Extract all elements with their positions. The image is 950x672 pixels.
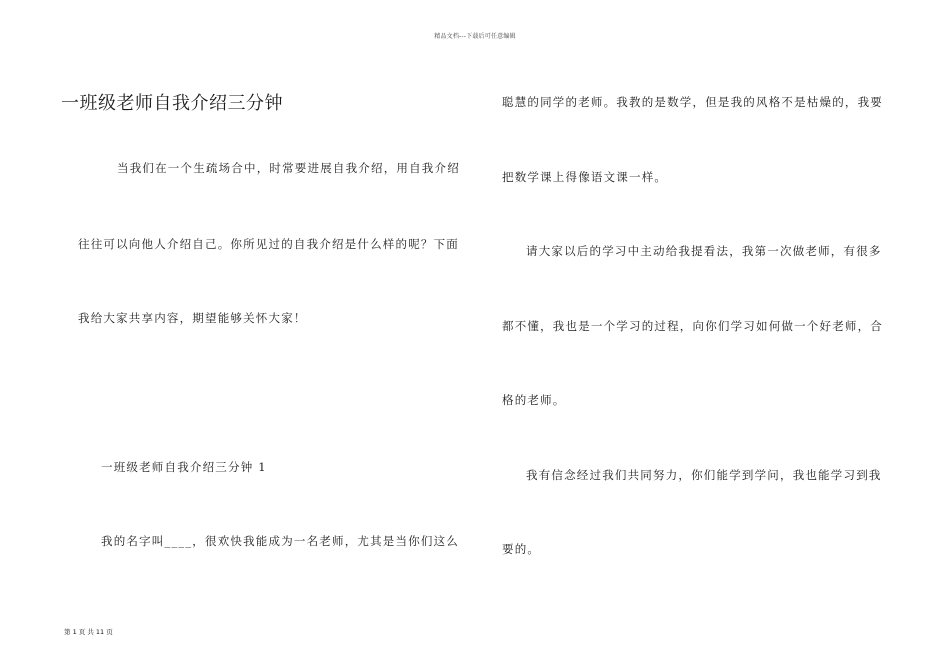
paragraph-line: 我的名字叫____，很欢快我能成为一名老师，尤其是当你们这么 — [101, 534, 459, 548]
document-title: 一班级老师自我介绍三分钟 — [61, 93, 283, 114]
paragraph-line: 当我们在一个生疏场合中，时常要进展自我介绍，用自我介绍 — [117, 161, 460, 175]
paragraph-line: 往往可以向他人介绍自己。你所见过的自我介绍是什么样的呢？下面 — [78, 237, 459, 251]
section-heading: 一班级老师自我介绍三分钟 1 — [101, 460, 267, 474]
paragraph-line: 请大家以后的学习中主动给我提看法，我第一次做老师，有很多 — [526, 244, 882, 258]
page-number-footer: 第 1 页 共 11 页 — [64, 628, 113, 636]
paragraph-line: 都不懂，我也是一个学习的过程，向你们学习如何做一个好老师，合 — [502, 319, 883, 333]
paragraph-line: 格的老师。 — [502, 393, 566, 407]
paragraph-line: 聪慧的同学的老师。我教的是数学，但是我的风格不是枯燥的，我要 — [502, 95, 883, 109]
paragraph-line: 我给大家共享内容，期望能够关怀大家！ — [78, 311, 307, 325]
paragraph-line: 要的。 — [502, 542, 541, 556]
page-header-note: 精品文档---下载后可任意编辑 — [434, 33, 516, 40]
paragraph-line: 把数学课上得像语文课一样。 — [502, 170, 668, 184]
paragraph-line: 我有信念经过我们共同努力，你们能学到学问，我也能学习到我 — [526, 468, 882, 482]
